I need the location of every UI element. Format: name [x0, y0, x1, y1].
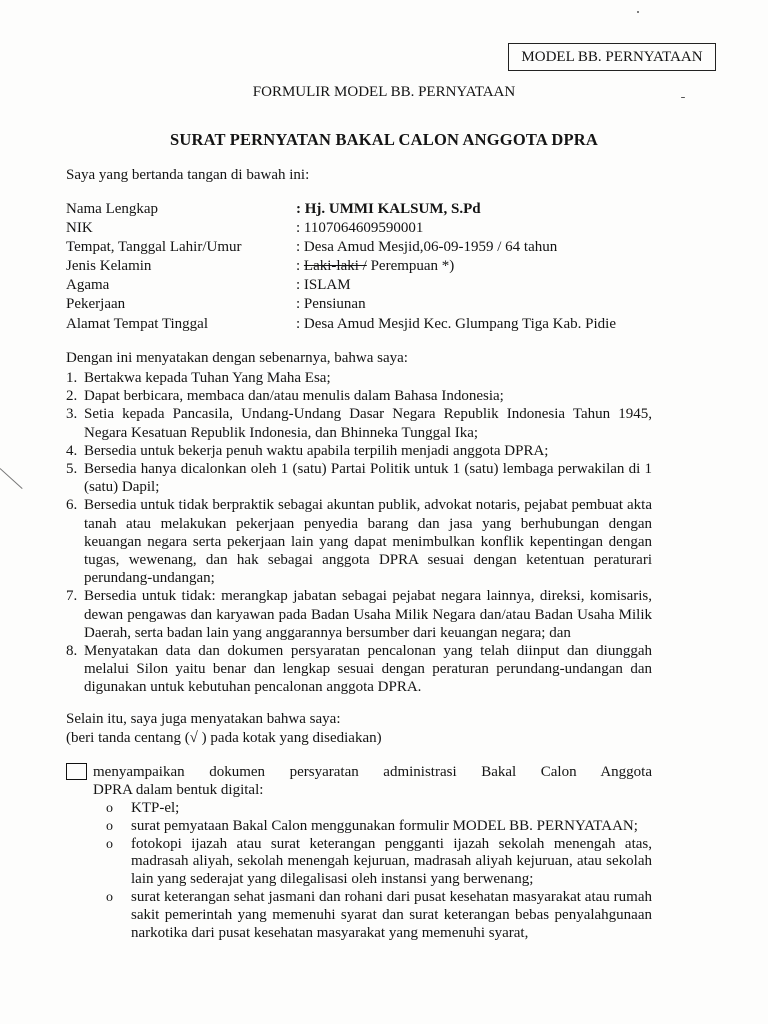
identity-label: Jenis Kelamin [66, 258, 152, 274]
document-list [106, 800, 652, 942]
list-item [66, 405, 652, 441]
item-text: KTP-el; [131, 800, 180, 816]
identity-value-rest: Perempuan *) [366, 258, 455, 274]
item-number: 6. [66, 497, 78, 514]
item-number: 3. [66, 406, 78, 423]
identity-value: : Desa Amud Mesjid,06-09-1959 / 64 tahun [296, 239, 558, 255]
identity-label: Alamat Tempat Tinggal [66, 316, 209, 332]
checkbox-label: menyampaikan dokumen persyaratan administrasi Bakal Calon Anggota [93, 764, 652, 780]
item-number: 5. [66, 461, 78, 478]
list-item [66, 642, 652, 697]
form-title: FORMULIR MODEL BB. PERNYATAAN [252, 84, 516, 100]
item-text: Menyatakan data dan dokumen persyaratan pencalonan yang telah diinput dan diunggah melalui Silon yaitu benar dan lengkap sesuai dengan peraturan perundang-undangan dan digunakan untuk kebutuhan pencalonan anggota DPRA. [84, 643, 652, 696]
identity-label: Pekerjaan [66, 296, 126, 312]
declaration-list [66, 369, 652, 697]
additional-line-1: Selain itu, saya juga menyatakan bahwa saya: [66, 711, 341, 727]
item-text: Setia kepada Pancasila, Undang-Undang Dasar Negara Republik Indonesia Tahun 1945, Negara Kesatuan Republik Indonesia, dan Bhinneka Tunggal Ika; [84, 406, 652, 441]
item-text: Dapat berbicara, membaca dan/atau menulis dalam Bahasa Indonesia; [84, 388, 504, 405]
additional-instruction: (beri tanda centang (√ ) pada kotak yang disediakan) [66, 729, 382, 746]
list-item [66, 387, 652, 405]
declaration-intro: Dengan ini menyatakan dengan sebenarnya, bahwa saya: [66, 350, 408, 366]
list-item [106, 889, 652, 942]
identity-row-address [66, 316, 706, 336]
identity-label: Agama [66, 277, 110, 293]
document-checkbox[interactable] [66, 763, 87, 780]
bullet-icon: o [106, 801, 113, 816]
identity-row-name [66, 201, 706, 221]
identity-value: : Desa Amud Mesjid Kec. Glumpang Tiga Kab. Pidie [296, 316, 616, 332]
identity-row-gender [66, 258, 706, 278]
item-text: Bersedia untuk tidak: merangkap jabatan sebagai pejabat negara lainnya, direksi, komisaris, dewan pengawas dan karyawan pada Badan Usaha Milik Negara dan/atau Badan Usaha Milik Daerah, serta badan lain yang anggarannya bersumber dari keuangan negara; dan [84, 588, 652, 641]
list-item [106, 836, 652, 889]
item-text: surat pemyataan Bakal Calon menggunakan formulir MODEL BB. PERNYATAAN; [131, 817, 638, 834]
identity-row-occupation [66, 296, 706, 316]
item-text: surat keterangan sehat jasmani dan rohani dari pusat kesehatan masyarakat atau rumah sakit pemerintah yang memenuhi syarat dan surat keterangan bebas penyalahgunaan narkotika dari pusat kesehatan masyarakat yang memenuhi syarat, [131, 888, 652, 941]
document-title: SURAT PERNYATAN BAKAL CALON ANGGOTA DPRA [169, 130, 599, 149]
item-number: 4. [66, 442, 78, 459]
checkbox-label-continued: DPRA dalam bentuk digital: [93, 782, 264, 798]
identity-value: : Pensiunan [296, 296, 366, 312]
list-item [66, 460, 652, 496]
item-number: 7. [66, 588, 78, 605]
identity-value [296, 258, 454, 275]
identity-label: NIK [66, 220, 93, 236]
list-item [66, 442, 652, 460]
identity-label: Nama Lengkap [66, 201, 159, 217]
intro-text: Saya yang bertanda tangan di bawah ini: [66, 167, 310, 183]
list-item [66, 496, 652, 587]
bullet-icon: o [106, 818, 113, 834]
scan-margin-mark [0, 468, 23, 489]
identity-label: Tempat, Tanggal Lahir/Umur [66, 239, 242, 255]
form-model-label-box: MODEL BB. PERNYATAAN [508, 43, 716, 71]
item-text: fotokopi ijazah atau surat keterangan pengganti ijazah sekolah menengah atas, madrasah aliyah, sekolah menengah kejuruan, madrasah aliyah kejuruan, atau sekolah lain yang sederajat yang dilegalisasi oleh instansi yang berwenang; [131, 835, 652, 888]
item-text: Bersedia hanya dicalonkan oleh 1 (satu) Partai Politik untuk 1 (satu) lembaga perwakilan di 1 (satu) Dapil; [84, 461, 652, 496]
list-item [106, 818, 652, 836]
identity-value: : ISLAM [296, 277, 351, 293]
bullet-icon: o [106, 836, 113, 852]
identity-row-religion [66, 277, 706, 297]
item-text: Bersedia untuk tidak berpraktik sebagai akuntan publik, advokat notaris, pejabat pembuat akta tanah atau melakukan pekerjaan penyedia barang dan jasa yang berhubungan dengan keuangan negara serta pekerjaan lain yang dapat menimbulkan konflik kepentingan dengan tugas, wewenang, dan hak sebagai anggota DPRA sesuai dengan ketentuan peraturari perundang-undangan; [84, 497, 652, 587]
identity-value: : Hj. UMMI KALSUM, S.Pd [296, 201, 481, 217]
list-item [66, 369, 652, 387]
identity-row-nik [66, 220, 706, 240]
identity-value-prefix: : [296, 258, 304, 274]
additional-statement [66, 710, 382, 747]
item-number: 8. [66, 643, 78, 660]
scan-speck [637, 11, 639, 13]
item-number: 2. [66, 388, 78, 405]
list-item [106, 800, 652, 818]
list-item [66, 587, 652, 642]
item-text: Bersedia untuk bekerja penuh waktu apabila terpilih menjadi anggota DPRA; [84, 442, 549, 459]
item-number: 1. [66, 370, 78, 386]
identity-row-birth [66, 239, 706, 259]
identity-value: : 1107064609590001 [296, 220, 424, 236]
item-text: Bertakwa kepada Tuhan Yang Maha Esa; [84, 370, 331, 386]
identity-value-struck: Laki-laki / [303, 258, 367, 274]
bullet-icon: o [106, 889, 113, 905]
